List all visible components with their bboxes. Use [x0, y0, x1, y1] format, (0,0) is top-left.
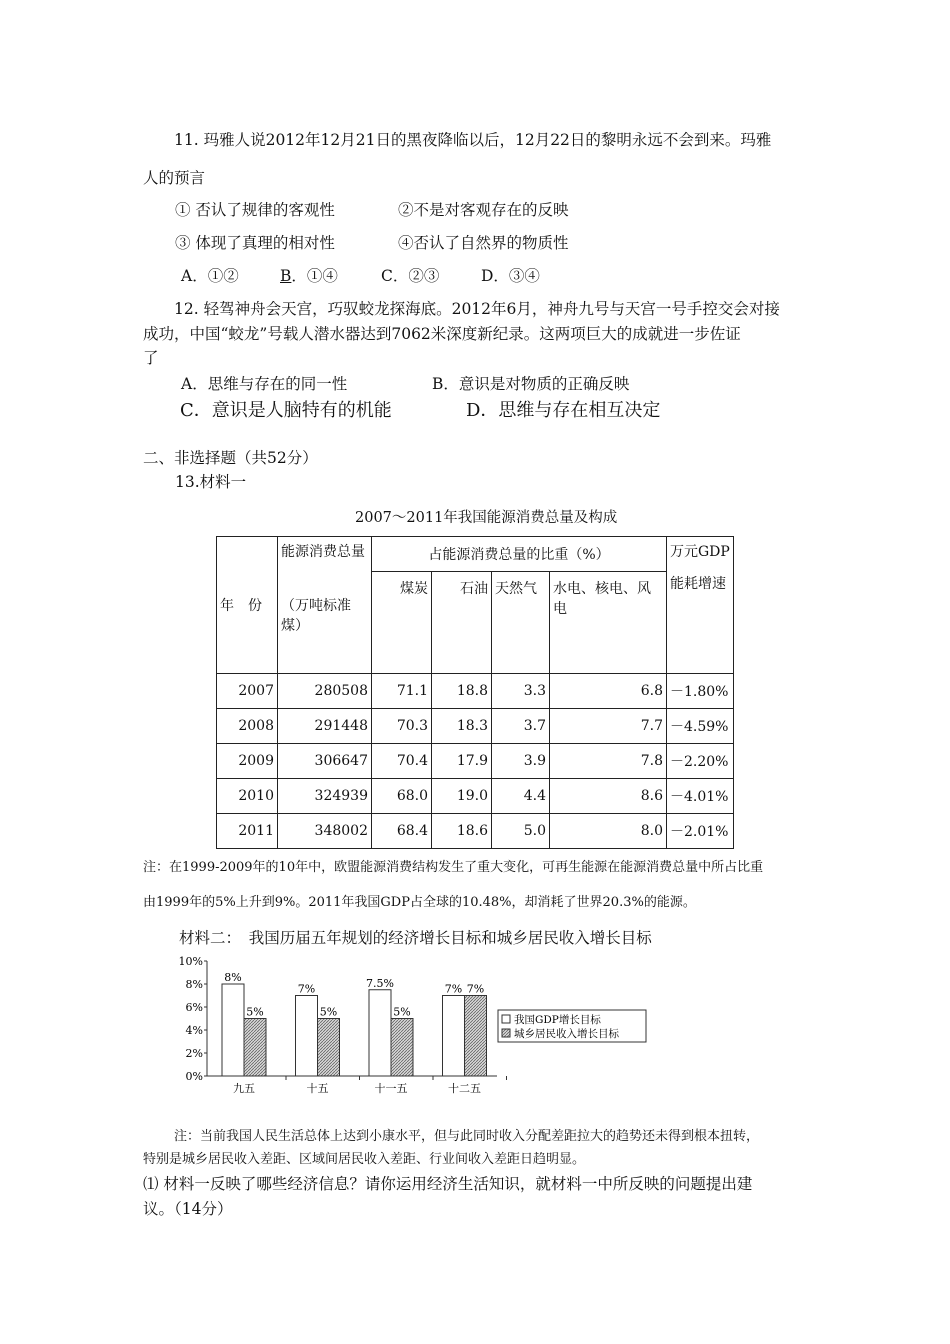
table-row — [217, 674, 734, 709]
bar-value-label: 7% — [466, 982, 485, 996]
cell-clean: 7.7 — [550, 709, 667, 744]
note2-line1: 注：当前我国人民生活总体上达到小康水平，但与此同时收入分配差距拉大的趋势还未得到根本扭转， — [174, 1129, 760, 1144]
x-tick-label: 九五 — [233, 1082, 255, 1095]
cell-year: 2009 — [217, 744, 278, 779]
chart-legend — [498, 1010, 646, 1042]
bar — [318, 1019, 340, 1077]
q11-choice-d: D．③④ — [481, 267, 540, 285]
cell-coal: 68.0 — [372, 779, 432, 814]
cell-year: 2011 — [217, 814, 278, 849]
bar — [244, 1019, 266, 1077]
header-gdp — [667, 537, 734, 674]
legend-label: 城乡居民收入增长目标 — [514, 1028, 619, 1040]
bar-value-label: 8% — [224, 971, 242, 984]
q11-choice-b — [280, 264, 338, 286]
legend-label: 我国GDP增长目标 — [514, 1014, 601, 1026]
q11-stem-line1: 11. 玛雅人说2012年12月21日的黑夜降临以后，12月22日的黎明永远不会到来。玛雅 — [174, 131, 772, 149]
cell-gdp: －4.59% — [667, 709, 734, 744]
cell-gas: 4.4 — [492, 779, 550, 814]
chart-bars — [222, 971, 487, 1076]
y-tick-label: 8% — [185, 978, 203, 991]
header-share: 占能源消费总量的比重（%） — [372, 537, 667, 572]
cell-gdp: －1.80% — [667, 674, 734, 709]
bar-value-label: 7% — [297, 982, 316, 996]
q11-choice-c: C．②③ — [381, 267, 440, 285]
q11-choice-a: A．①② — [181, 267, 239, 285]
table-row — [217, 814, 734, 849]
cell-year: 2008 — [217, 709, 278, 744]
cell-clean: 8.6 — [550, 779, 667, 814]
bar — [369, 990, 391, 1076]
note2-line2: 特别是城乡居民收入差距、区域间居民收入差距、行业间收入差距日趋明显。 — [143, 1152, 586, 1167]
cell-gas: 3.7 — [492, 709, 550, 744]
cell-total: 280508 — [278, 674, 372, 709]
sub1-line1: ⑴ 材料一反映了哪些经济信息？请你运用经济生活知识，就材料一中所反映的问题提出建 — [143, 1175, 753, 1193]
cell-total: 324939 — [278, 779, 372, 814]
growth-target-chart — [170, 948, 670, 1098]
q11-option-2: ②不是对客观存在的反映 — [398, 201, 569, 219]
bar-value-label: 5% — [393, 1005, 411, 1019]
bar-value-label: 5% — [246, 1005, 264, 1019]
bar-value-label: 7.5% — [366, 976, 394, 990]
cell-total: 306647 — [278, 744, 372, 779]
q12-stem-line3: 了 — [143, 349, 159, 367]
sub1-line2: 议。（14分） — [143, 1200, 233, 1218]
q12-choice-d: D．思维与存在相互决定 — [466, 400, 661, 421]
x-tick-label: 十一五 — [374, 1082, 408, 1095]
cell-coal: 70.3 — [372, 709, 432, 744]
legend-swatch — [502, 1029, 510, 1037]
y-tick-label: 10% — [178, 955, 203, 968]
table-row — [217, 709, 734, 744]
q11-choice-b-letter: B — [280, 267, 292, 285]
bar-value-label: 5% — [319, 1005, 338, 1019]
legend-swatch — [502, 1015, 510, 1023]
cell-total: 348002 — [278, 814, 372, 849]
table-row — [217, 744, 734, 779]
header-year-text: 年 份 — [220, 598, 262, 614]
cell-oil: 18.3 — [432, 709, 492, 744]
cell-gdp: －2.01% — [667, 814, 734, 849]
header-year — [217, 537, 278, 674]
bar — [465, 996, 487, 1077]
q11-option-3: ③ 体现了真理的相对性 — [175, 234, 335, 252]
y-tick-label: 6% — [185, 1001, 203, 1014]
header-gdp-line2: 能耗增速 — [670, 576, 726, 592]
cell-year: 2007 — [217, 674, 278, 709]
bar-value-label: 7% — [444, 982, 463, 996]
bar — [443, 996, 465, 1077]
cell-clean: 7.8 — [550, 744, 667, 779]
cell-gas: 5.0 — [492, 814, 550, 849]
header-coal: 煤炭 — [372, 572, 432, 674]
y-tick-label: 2% — [185, 1047, 203, 1060]
header-clean: 水电、核电、风电 — [550, 572, 667, 674]
q11-option-4: ④否认了自然界的物质性 — [398, 234, 569, 252]
header-oil: 石油 — [432, 572, 492, 674]
header-gdp-line1: 万元GDP — [670, 544, 730, 560]
q12-stem-line1: 12. 轻驾神舟会天宫，巧驭蛟龙探海底。2012年6月，神舟九号与天宫一号手控交会对接 — [174, 300, 780, 318]
table-title: 2007～2011年我国能源消费总量及构成 — [355, 510, 618, 526]
bar — [391, 1019, 413, 1077]
cell-gas: 3.3 — [492, 674, 550, 709]
q11-choice-b-rest: ．①④ — [291, 267, 338, 285]
cell-coal: 71.1 — [372, 674, 432, 709]
x-tick-label: 十二五 — [448, 1082, 481, 1095]
note1-line1: 注：在1999-2009年的10年中，欧盟能源消费结构发生了重大变化，可再生能源在能源消费总量中所占比重 — [143, 860, 764, 875]
q12-choice-a: A．思维与存在的同一性 — [181, 375, 348, 393]
y-tick-label: 0% — [185, 1070, 203, 1083]
cell-gas: 3.9 — [492, 744, 550, 779]
cell-total: 291448 — [278, 709, 372, 744]
energy-table — [216, 536, 734, 849]
note1-line2: 由1999年的5%上升到9%。2011年我国GDP占全球的10.48%，却消耗了世界20.3%的能源。 — [143, 895, 696, 910]
bar — [296, 996, 318, 1077]
q12-choice-b: B．意识是对物质的正确反映 — [432, 375, 630, 393]
header-total-line2: （万吨标准煤） — [281, 598, 351, 634]
y-tick-label: 4% — [185, 1024, 203, 1037]
x-tick-label: 十五 — [306, 1082, 329, 1095]
cell-coal: 68.4 — [372, 814, 432, 849]
cell-oil: 18.8 — [432, 674, 492, 709]
header-total-line1: 能源消费总量 — [281, 544, 365, 560]
cell-clean: 8.0 — [550, 814, 667, 849]
cell-oil: 19.0 — [432, 779, 492, 814]
q11-stem-line2: 人的预言 — [143, 169, 206, 187]
header-total — [278, 537, 372, 674]
material2-heading: 材料二： 我国历届五年规划的经济增长目标和城乡居民收入增长目标 — [179, 929, 652, 947]
cell-gdp: －4.01% — [667, 779, 734, 814]
cell-oil: 18.6 — [432, 814, 492, 849]
bar — [222, 984, 244, 1076]
q12-stem-line2: 成功，中国“蛟龙”号载人潜水器达到7062米深度新纪录。这两项巨大的成就进一步佐证 — [143, 325, 741, 343]
table-row — [217, 779, 734, 814]
section2-heading: 二、非选择题（共52分） — [143, 449, 318, 467]
cell-year: 2010 — [217, 779, 278, 814]
cell-gdp: －2.20% — [667, 744, 734, 779]
q13-label: 13.材料一 — [175, 473, 247, 491]
q11-option-1: ① 否认了规律的客观性 — [175, 201, 335, 219]
header-gas: 天然气 — [492, 572, 550, 674]
q12-choice-c: C．意识是人脑特有的机能 — [180, 400, 392, 421]
cell-coal: 70.4 — [372, 744, 432, 779]
cell-oil: 17.9 — [432, 744, 492, 779]
cell-clean: 6.8 — [550, 674, 667, 709]
